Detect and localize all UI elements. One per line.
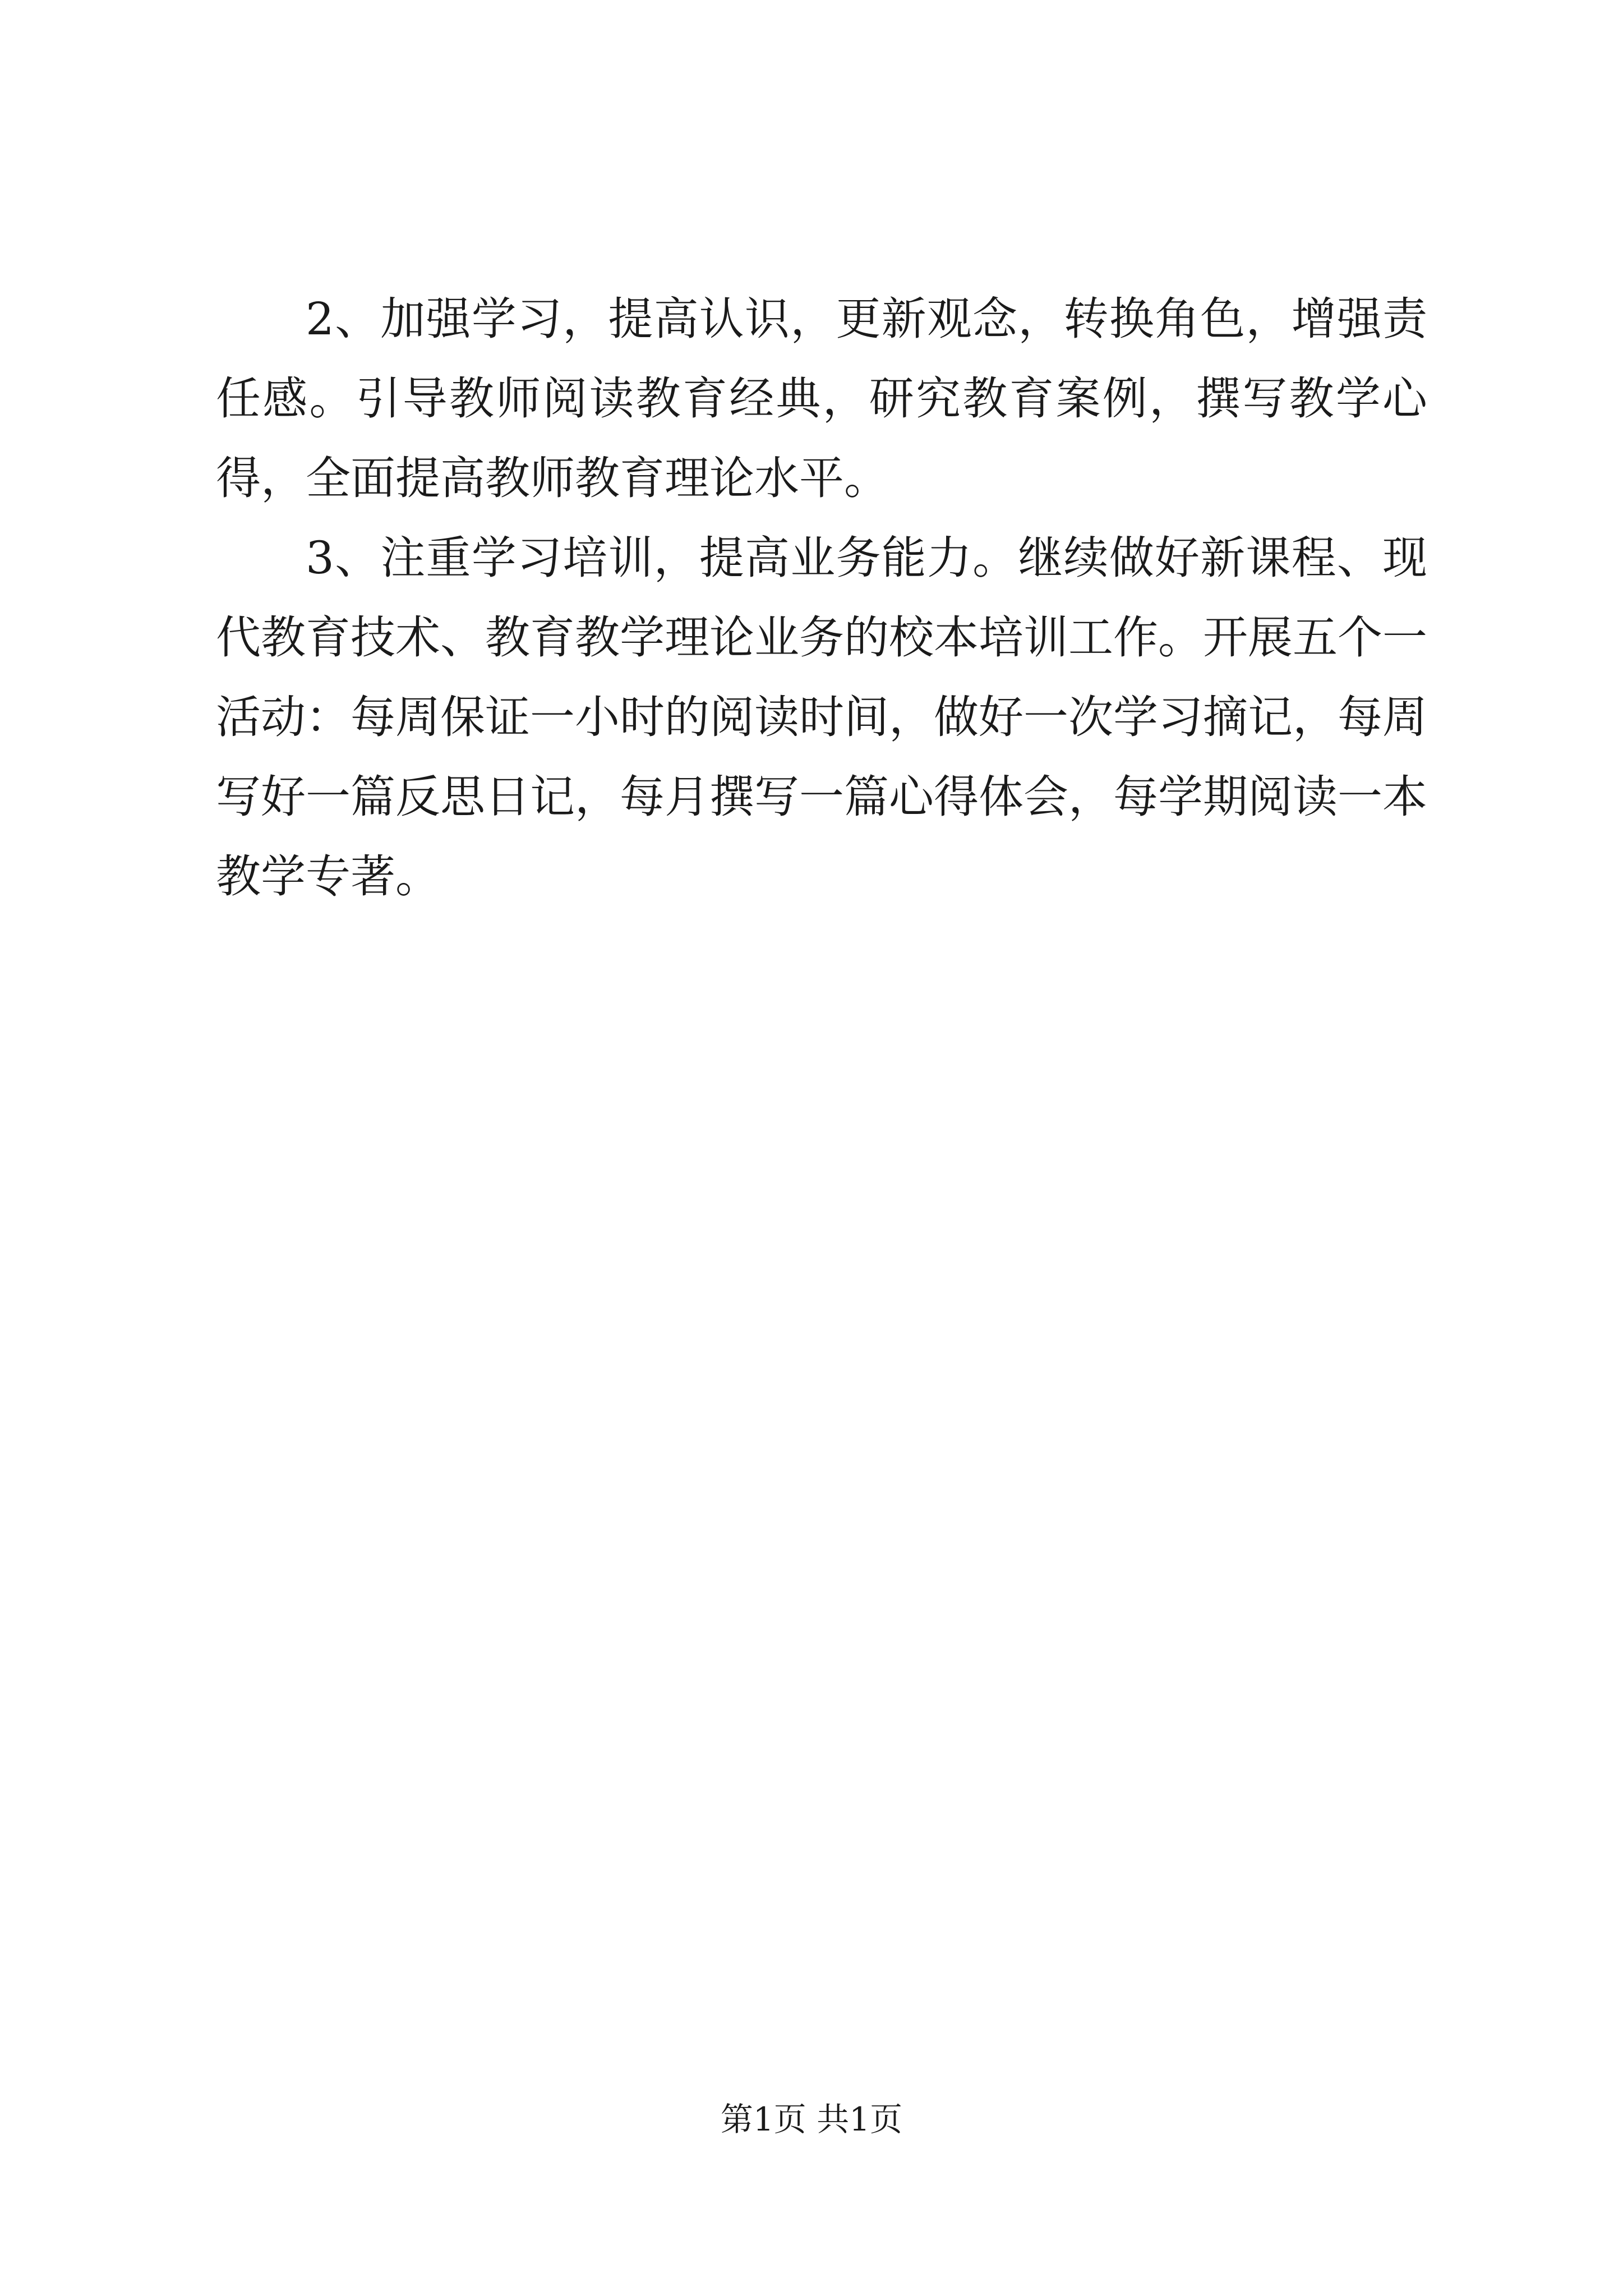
page-number-footer: 第1页 共1页 — [720, 2100, 903, 2138]
paragraph-3: 3、注重学习培训，提高业务能力。继续做好新课程、现代教育技术、教育教学理论业务的校本培训工作。开展五个一活动：每周保证一小时的阅读时间，做好一次学习摘记，每周写好一篇反思日记，每月撰写一篇心得体会，每学期阅读一本教学专著。 — [216, 532, 1427, 903]
paragraph-2: 2、加强学习，提高认识，更新观念，转换角色，增强责任感。引导教师阅读教育经典，研究教育案例，撰写教学心得，全面提高教师教育理论水平。 — [216, 293, 1427, 504]
document-body — [216, 279, 1427, 917]
